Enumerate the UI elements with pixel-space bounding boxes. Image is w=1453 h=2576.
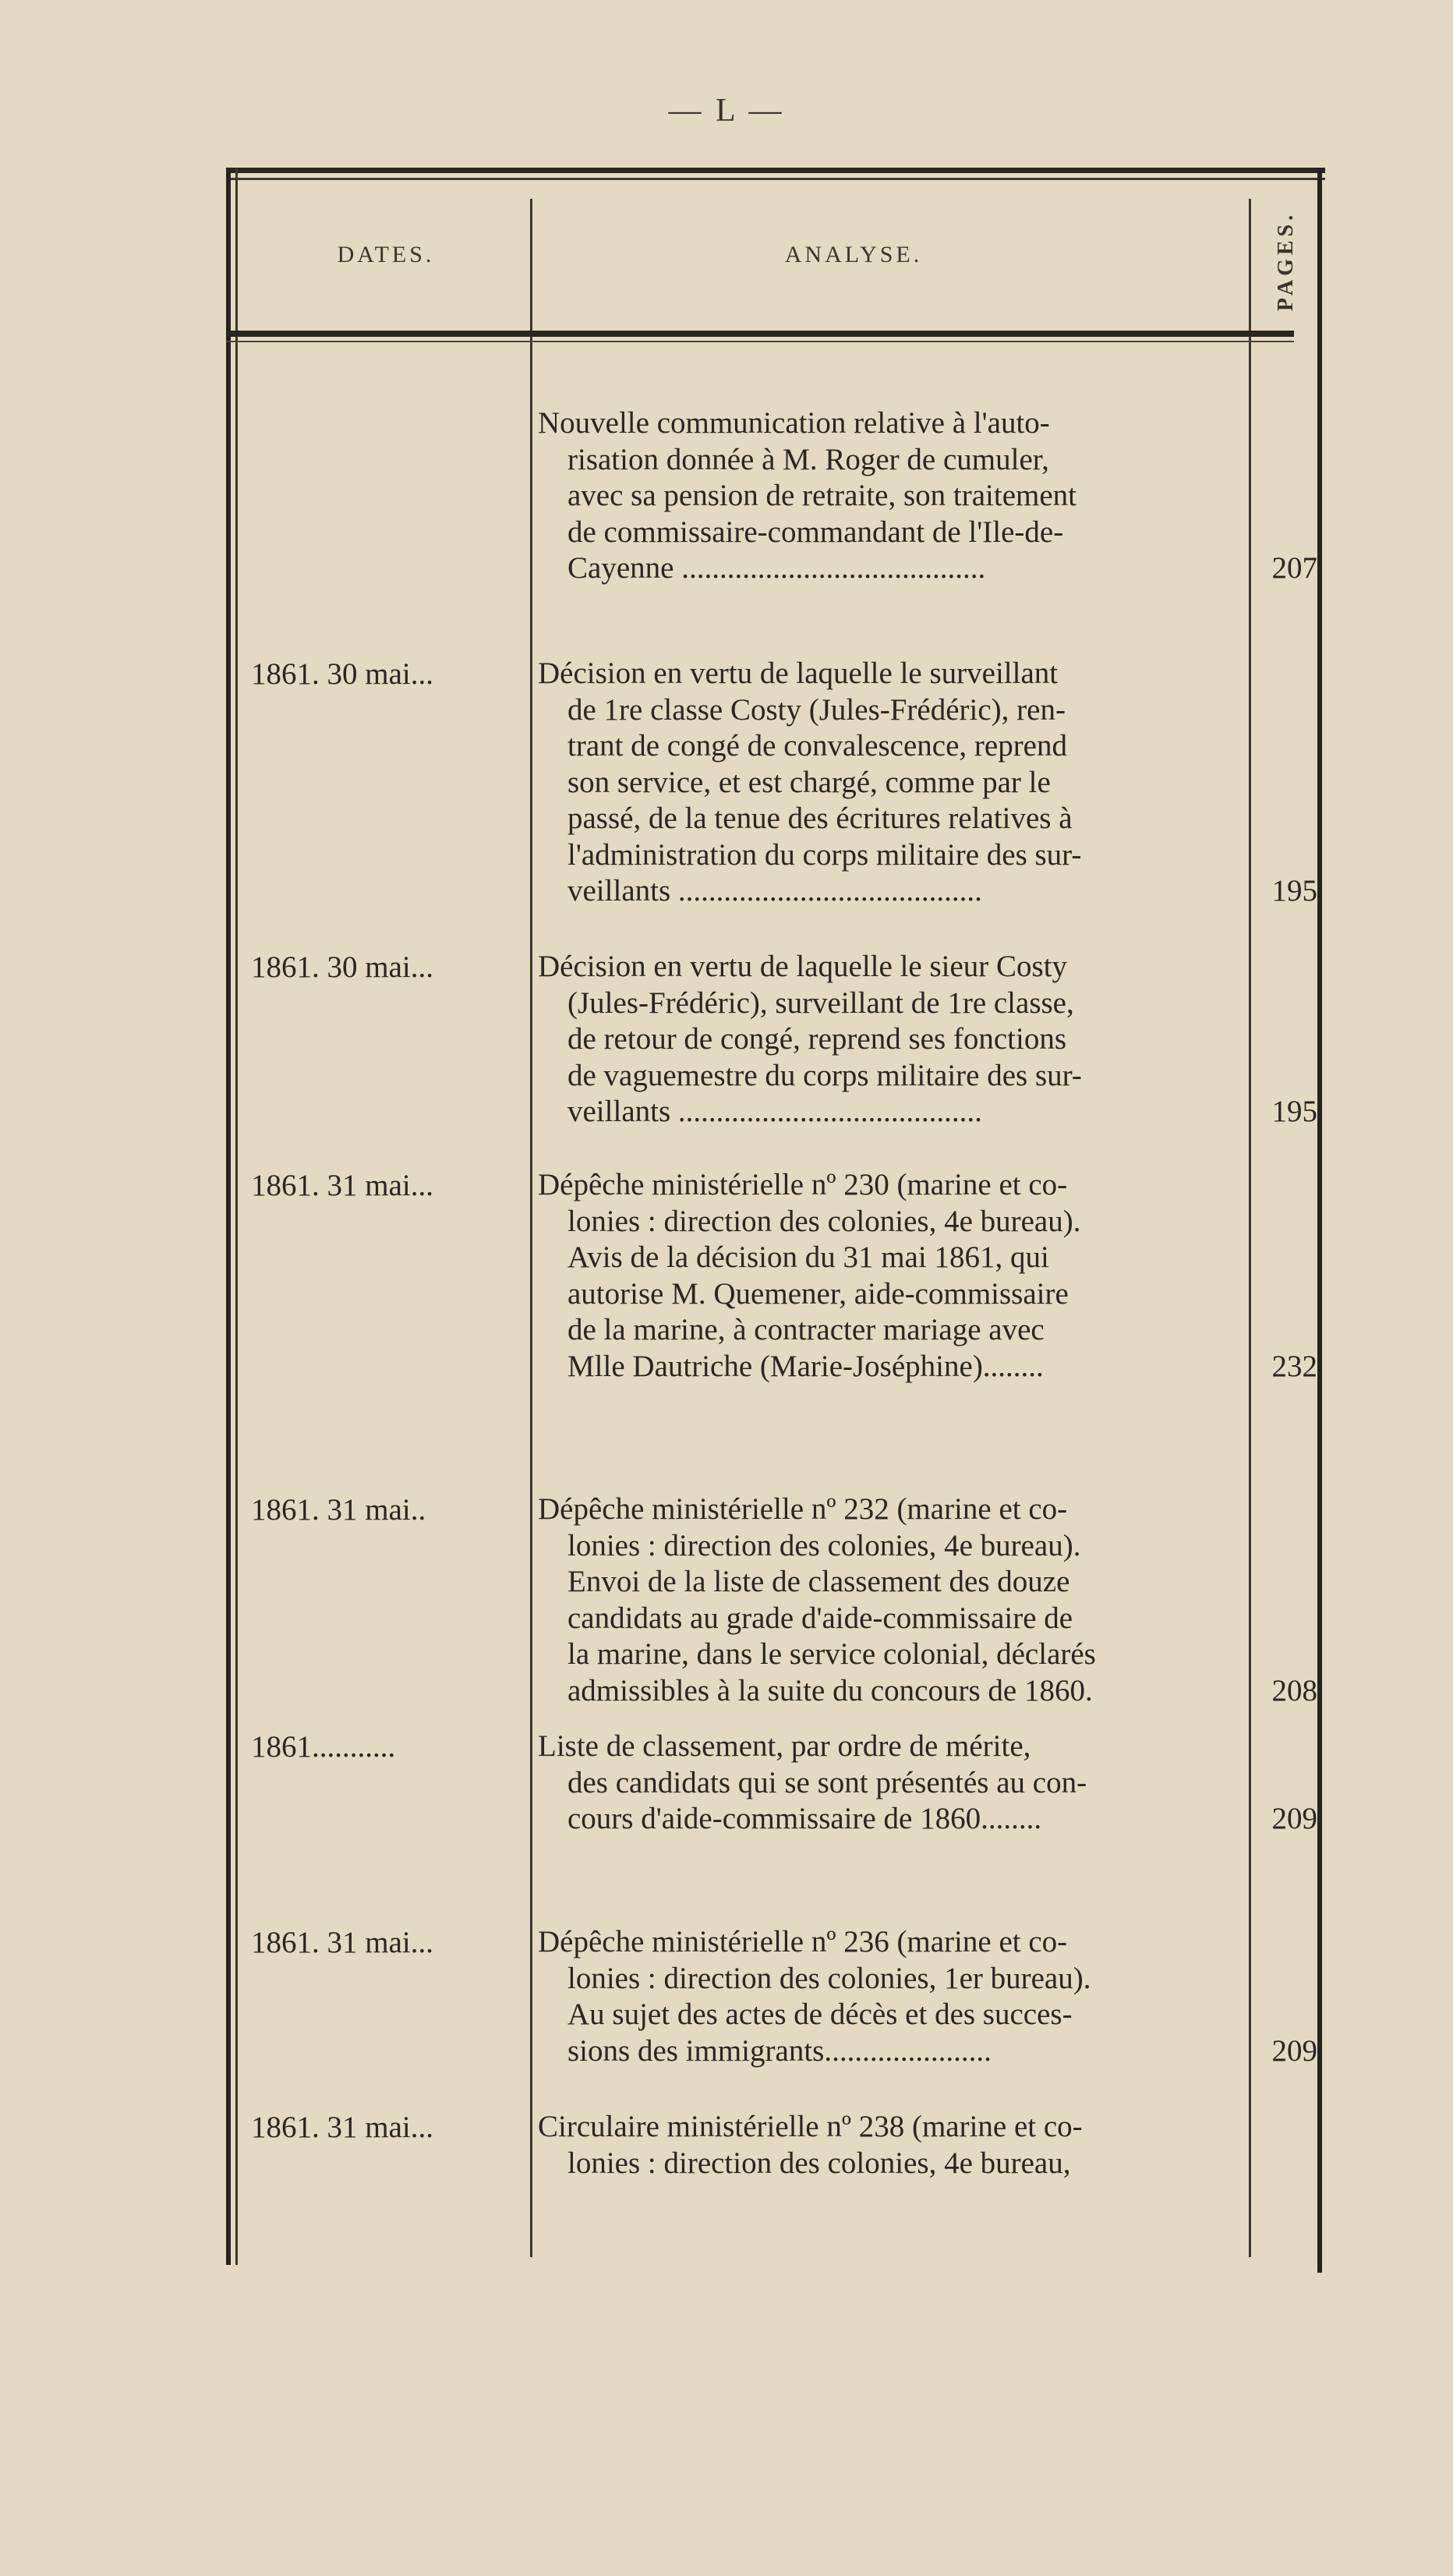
entry-text-line: passé, de la tenue des écritures relatives à [567, 801, 1073, 835]
entry-text-line: candidats au grade d'aide-commissaire de [567, 1601, 1073, 1635]
header-rule [226, 331, 1294, 337]
entry-text-line: Dépêche ministérielle nº 230 (marine et co- [538, 1168, 1068, 1201]
entry-date: 1861. 30 mai... [251, 657, 433, 691]
entry-text-line: Mlle Dautriche (Marie-Joséphine)........ [567, 1349, 1044, 1383]
entry-page-number: 232 [1271, 1349, 1317, 1383]
entry-text-line: lonies : direction des colonies, 4e bureau). [567, 1204, 1081, 1238]
entry-text-line: Dépêche ministérielle nº 232 (marine et co- [538, 1492, 1068, 1526]
entry-text-line: Avis de la décision du 31 mai 1861, qui [567, 1240, 1049, 1274]
entry-analyse [538, 1729, 1208, 1838]
entry-text-line: cours d'aide-commissaire de 1860........ [567, 1802, 1042, 1835]
entry-text-line: Décision en vertu de laquelle le surveillant [538, 656, 1059, 690]
left-border [226, 168, 231, 2265]
entry-text-line: de vaguemestre du corps militaire des sur- [567, 1058, 1082, 1092]
entry-page-number: 195 [1271, 1095, 1317, 1128]
entry-text-line: veillants ........................................ [567, 1095, 982, 1128]
entry-page-number: 207 [1271, 551, 1317, 585]
index-table [226, 168, 1325, 2273]
entry-analyse [538, 2109, 1208, 2181]
entry-date: 1861........... [251, 1730, 396, 1764]
entry-text-line: Circulaire ministérielle nº 238 (marine et co- [538, 2110, 1083, 2143]
entry-analyse [538, 1924, 1208, 2069]
entry-analyse [538, 656, 1208, 910]
entry-text-line: Nouvelle communication relative à l'auto- [538, 406, 1050, 440]
entry-date: 1861. 31 mai.. [251, 1493, 426, 1527]
entry-text-line: lonies : direction des colonies, 4e bureau, [567, 2146, 1071, 2180]
entry-text-line: trant de congé de convalescence, reprend [567, 729, 1067, 763]
entry-page-number: 209 [1271, 1802, 1317, 1835]
entry-analyse [538, 1491, 1208, 1709]
column-header-analyse: ANALYSE. [784, 242, 923, 267]
entry-date: 1861. 31 mai... [251, 2111, 433, 2144]
entry-text-line: l'administration du corps militaire des sur- [567, 837, 1082, 872]
entry-text-line: la marine, dans le service colonial, déclarés [567, 1637, 1096, 1671]
entry-text-line: Envoi de la liste de classement des douze [567, 1565, 1070, 1598]
entry-page-number: 195 [1271, 874, 1317, 908]
entry-date: 1861. 31 mai... [251, 1169, 433, 1202]
entry-date: 1861. 30 mai... [251, 950, 433, 984]
entry-analyse [538, 405, 1208, 587]
entry-analyse [538, 949, 1208, 1131]
entry-analyse [538, 1167, 1208, 1385]
entry-text-line: Liste de classement, par ordre de mérite, [538, 1729, 1031, 1763]
entry-text-line: sions des immigrants...................... [567, 2033, 992, 2068]
column-header-pages-text: PAGES. [1274, 211, 1298, 312]
top-rule [226, 168, 1325, 173]
entry-text-line: de la marine, à contracter mariage avec [567, 1313, 1045, 1346]
column-header-pages [1263, 199, 1310, 324]
entry-date: 1861. 31 mai... [251, 1926, 433, 1959]
entry-text-line: Au sujet des actes de décès et des succes- [567, 1997, 1073, 2031]
entry-text-line: risation donnée à M. Roger de cumuler, [567, 442, 1049, 476]
entry-text-line: de commissaire-commandant de l'Ile-de- [567, 515, 1064, 549]
top-rule-thin [226, 178, 1325, 180]
entry-page-number: 208 [1271, 1673, 1317, 1707]
entry-page-number: 209 [1271, 2033, 1317, 2068]
entry-text-line: veillants ........................................ [567, 874, 982, 908]
entry-text-line: lonies : direction des colonies, 4e bureau). [567, 1528, 1081, 1562]
entry-text-line: son service, et est chargé, comme par le [567, 765, 1051, 799]
entry-text-line: (Jules-Frédéric), surveillant de 1re classe, [567, 985, 1074, 1020]
entry-text-line: admissibles à la suite du concours de 1860. [567, 1673, 1093, 1707]
entry-text-line: de retour de congé, reprend ses fonctions [567, 1022, 1067, 1056]
entry-text-line: autorise M. Quemener, aide-commissaire [567, 1276, 1069, 1311]
entry-text-line: avec sa pension de retraite, son traitement [567, 479, 1076, 512]
header-rule-thin [226, 341, 1294, 342]
pages-column-divider [1249, 199, 1251, 2257]
column-header-dates: DATES. [337, 242, 435, 267]
entry-text-line: Décision en vertu de laquelle le sieur Costy [538, 950, 1068, 983]
entry-text-line: de 1re classe Costy (Jules-Frédéric), ren- [567, 692, 1066, 727]
entry-text-line: Cayenne ........................................ [567, 551, 986, 585]
dates-column-divider [530, 199, 532, 2257]
right-border [1317, 168, 1322, 2273]
entry-text-line: Dépêche ministérielle nº 236 (marine et co- [538, 1925, 1068, 1959]
page-header: — L — [668, 93, 785, 129]
left-border-thin [235, 168, 238, 2265]
entry-text-line: lonies : direction des colonies, 1er bureau). [567, 1961, 1091, 1995]
entry-text-line: des candidats qui se sont présentés au con- [567, 1765, 1087, 1799]
